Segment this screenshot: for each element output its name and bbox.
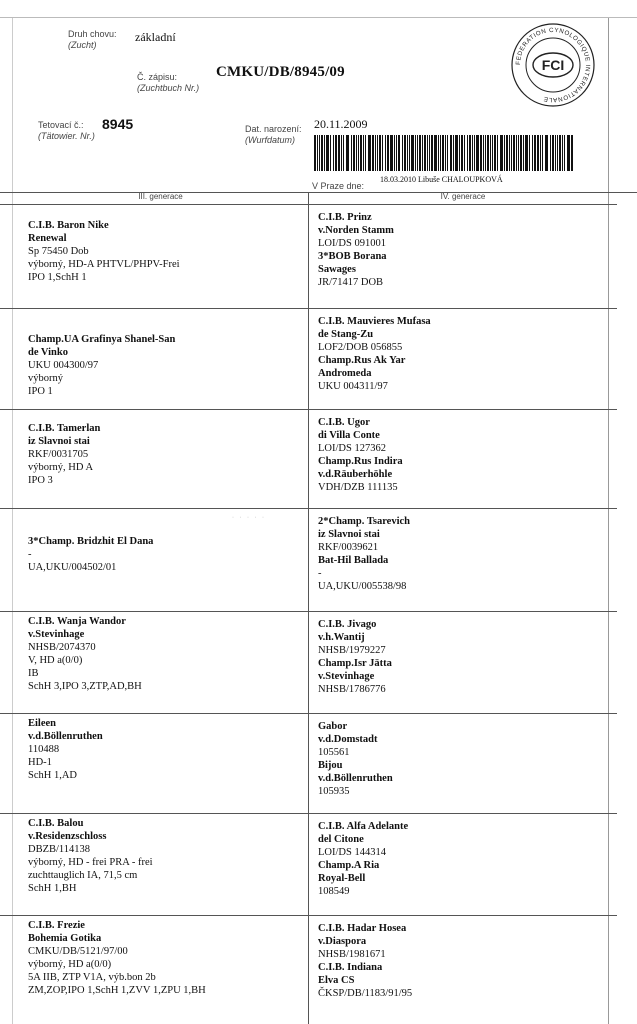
- ancestor-detail: Sp 75450 Dob: [28, 246, 89, 257]
- ancestor-name: Bat-Hil Ballada: [318, 555, 389, 566]
- ancestor-name: Champ.UA Grafinya Shanel-San: [28, 334, 176, 345]
- ancestor-name: C.I.B. Hadar Hosea: [318, 923, 407, 934]
- tattoo-number: 8945: [102, 116, 134, 132]
- ancestor-detail: VDH/DZB 111135: [318, 482, 398, 493]
- ancestor-name: C.I.B. Baron Nike: [28, 220, 109, 231]
- ancestor-detail: zuchttauglich IA, 71,5 cm: [28, 870, 138, 881]
- row-divider: [0, 611, 617, 612]
- ancestor-name: Champ.Rus Ak Yar: [318, 355, 406, 366]
- ancestor-name: Champ.Isr Jätta: [318, 658, 392, 669]
- ancestor-name: C.I.B. Jivago: [318, 619, 377, 630]
- date-of-birth: 20.11.2009: [314, 117, 368, 131]
- ancestor-name: Renewal: [28, 233, 67, 244]
- ancestor-detail: NHSB/2074370: [28, 642, 96, 653]
- row-divider: [0, 409, 617, 410]
- fourth-generation-header: IV. generace: [440, 192, 486, 201]
- tattoo-label-de: (Tätowier. Nr.): [38, 131, 95, 141]
- ancestor-detail: RKF/0039621: [318, 542, 379, 553]
- reg-label-de: (Zuchtbuch Nr.): [137, 83, 200, 93]
- ancestor-detail: 108549: [318, 886, 350, 897]
- ancestor-name: Bohemia Gotika: [28, 933, 102, 944]
- row-divider: [0, 813, 617, 814]
- ancestor-detail: JR/71417 DOB: [318, 277, 384, 288]
- page-edge-left: [12, 18, 13, 1024]
- breed-label: [68, 29, 117, 51]
- ancestor-name: Elva CS: [318, 975, 355, 986]
- breed-label-cz: Druh chovu:: [68, 29, 117, 39]
- row-divider: [0, 508, 617, 509]
- ancestor-name: C.I.B. Alfa Adelante: [318, 821, 409, 832]
- ancestor-detail: -: [318, 568, 322, 579]
- ancestor-name: iz Slavnoi stai: [318, 529, 380, 540]
- ancestor-detail: ČKSP/DB/1183/91/95: [318, 988, 413, 999]
- scan-speckle: · · · · ·: [232, 515, 266, 521]
- third-generation-header: III. generace: [138, 192, 183, 201]
- ancestor-detail: IPO 1,SchH 1: [28, 272, 87, 283]
- ancestor-detail: HD-1: [28, 757, 52, 768]
- ancestor-detail: IPO 1: [28, 386, 53, 397]
- fci-ring-text: FEDERATION CYNOLOGIQUE INTERNATIONALE: [514, 26, 592, 104]
- ancestor-name: Royal-Bell: [318, 873, 366, 884]
- barcode: [314, 135, 576, 171]
- ancestor-name: C.I.B. Wanja Wandor: [28, 616, 126, 627]
- row-divider: [0, 713, 617, 714]
- ancestor-detail: -: [28, 549, 32, 560]
- ancestor-detail: výborný: [28, 373, 63, 384]
- reg-label: [137, 72, 199, 94]
- ancestor-detail: výborný, HD A: [28, 462, 94, 473]
- ancestor-name: Andromeda: [318, 368, 372, 379]
- fourth-generation-ancestors: [318, 515, 410, 593]
- third-generation-ancestor: [28, 422, 100, 487]
- dob-label-cz: Dat. narození:: [245, 124, 302, 134]
- third-generation-ancestor: [28, 919, 206, 997]
- issued-date-signature: 18.03.2010 Libuše CHALOUPKOVÁ: [380, 175, 503, 184]
- third-generation-ancestor: [28, 333, 175, 398]
- ancestor-name: 3*BOB Borana: [318, 251, 387, 262]
- ancestor-detail: 110488: [28, 744, 60, 755]
- ancestor-detail: SchH 1,BH: [28, 883, 77, 894]
- ancestor-name: C.I.B. Mauvieres Mufasa: [318, 316, 431, 327]
- ancestor-name: v.h.Wantij: [318, 632, 365, 643]
- reg-label-cz: Č. zápisu:: [137, 72, 178, 82]
- fourth-generation-ancestors: [318, 922, 412, 1000]
- fourth-generation-ancestors: [318, 720, 393, 798]
- row-divider: [0, 915, 617, 916]
- issued-label: V Praze dne:: [312, 181, 365, 191]
- ancestor-name: C.I.B. Ugor: [318, 417, 370, 428]
- ancestor-name: v.Residenzschloss: [28, 831, 107, 842]
- ancestor-name: 2*Champ. Tsarevich: [318, 516, 410, 527]
- fourth-generation-ancestors: [318, 416, 403, 494]
- ancestor-name: Champ.A Ria: [318, 860, 380, 871]
- ancestor-name: C.I.B. Frezie: [28, 920, 85, 931]
- ancestor-detail: IB: [28, 668, 39, 679]
- ancestor-name: v.d.Böllenruthen: [318, 773, 393, 784]
- ancestor-name: C.I.B. Indiana: [318, 962, 383, 973]
- ancestor-detail: SchH 3,IPO 3,ZTP,AD,BH: [28, 681, 142, 692]
- ancestor-name: Eileen: [28, 718, 56, 729]
- dob-label: [245, 124, 302, 146]
- ancestor-detail: LOF2/DOB 056855: [318, 342, 403, 353]
- ancestor-detail: výborný, HD-A PHTVL/PHPV-Frei: [28, 259, 180, 270]
- breed-value: základní: [135, 30, 176, 44]
- third-generation-ancestor: [28, 717, 103, 782]
- dob-label-de: (Wurfdatum): [245, 135, 296, 145]
- registration-number: CMKU/DB/8945/09: [216, 64, 345, 80]
- column-divider: [308, 192, 309, 1024]
- fci-logo-text: FCI: [541, 57, 565, 73]
- ancestor-detail: RKF/0031705: [28, 449, 89, 460]
- tattoo-label: [38, 120, 95, 142]
- page-edge-right: [608, 18, 609, 1024]
- ancestor-detail: CMKU/DB/5121/97/00: [28, 946, 128, 957]
- fci-logo: [510, 22, 596, 108]
- ancestor-name: Bijou: [318, 760, 343, 771]
- ancestor-name: iz Slavnoi stai: [28, 436, 90, 447]
- breed-label-de: (Zucht): [68, 40, 97, 50]
- ancestor-detail: NHSB/1979227: [318, 645, 386, 656]
- ancestor-detail: DBZB/114138: [28, 844, 91, 855]
- ancestor-name: de Stang-Zu: [318, 329, 374, 340]
- page-edge-top: [0, 17, 637, 18]
- ancestor-name: del Citone: [318, 834, 364, 845]
- fourth-generation-ancestors: [318, 618, 392, 696]
- ancestor-detail: LOI/DS 144314: [318, 847, 386, 858]
- ancestor-detail: 105935: [318, 786, 350, 797]
- ancestor-detail: SchH 1,AD: [28, 770, 77, 781]
- ancestor-name: v.d.Räuberhöhle: [318, 469, 393, 480]
- third-generation-ancestor: [28, 615, 142, 693]
- row-divider: [0, 308, 617, 309]
- ancestor-name: v.d.Böllenruthen: [28, 731, 103, 742]
- ancestor-name: C.I.B. Balou: [28, 818, 84, 829]
- ancestor-detail: UA,UKU/004502/01: [28, 562, 117, 573]
- ancestor-detail: LOI/DS 091001: [318, 238, 386, 249]
- tattoo-label-cz: Tetovací č.:: [38, 120, 84, 130]
- ancestor-name: v.Diaspora: [318, 936, 367, 947]
- ancestor-detail: ZM,ZOP,IPO 1,SchH 1,ZVV 1,ZPU 1,BH: [28, 985, 206, 996]
- fourth-generation-ancestors: [318, 211, 394, 289]
- ancestor-detail: NHSB/1786776: [318, 684, 386, 695]
- third-generation-ancestor: [28, 817, 153, 895]
- ancestor-name: v.Stevinhage: [318, 671, 375, 682]
- ancestor-detail: NHSB/1981671: [318, 949, 386, 960]
- third-generation-ancestor: [28, 219, 180, 284]
- ancestor-detail: LOI/DS 127362: [318, 443, 386, 454]
- fourth-generation-ancestors: [318, 820, 408, 898]
- ancestor-name: Champ.Rus Indira: [318, 456, 403, 467]
- ancestor-name: v.d.Domstadt: [318, 734, 378, 745]
- ancestor-detail: 5A IIB, ZTP V1A, výb.bon 2b: [28, 972, 156, 983]
- ancestor-detail: UKU 004311/97: [318, 381, 388, 392]
- ancestor-name: de Vinko: [28, 347, 68, 358]
- ancestor-detail: 105561: [318, 747, 350, 758]
- ancestor-name: v.Norden Stamm: [318, 225, 394, 236]
- ancestor-name: 3*Champ. Bridzhit El Dana: [28, 536, 154, 547]
- ancestor-detail: UKU 004300/97: [28, 360, 99, 371]
- ancestor-name: Gabor: [318, 721, 348, 732]
- third-generation-ancestor: [28, 535, 153, 574]
- ancestor-detail: UA,UKU/005538/98: [318, 581, 407, 592]
- ancestor-detail: výborný, HD - frei PRA - frei: [28, 857, 153, 868]
- ancestor-detail: výborný, HD a(0/0): [28, 959, 112, 970]
- ancestor-detail: V, HD a(0/0): [28, 655, 83, 666]
- ancestor-name: C.I.B. Prinz: [318, 212, 372, 223]
- ancestor-name: v.Stevinhage: [28, 629, 85, 640]
- fourth-generation-ancestors: [318, 315, 431, 393]
- ancestor-detail: IPO 3: [28, 475, 53, 486]
- ancestor-name: di Villa Conte: [318, 430, 380, 441]
- ancestor-name: C.I.B. Tamerlan: [28, 423, 101, 434]
- ancestor-name: Sawages: [318, 264, 356, 275]
